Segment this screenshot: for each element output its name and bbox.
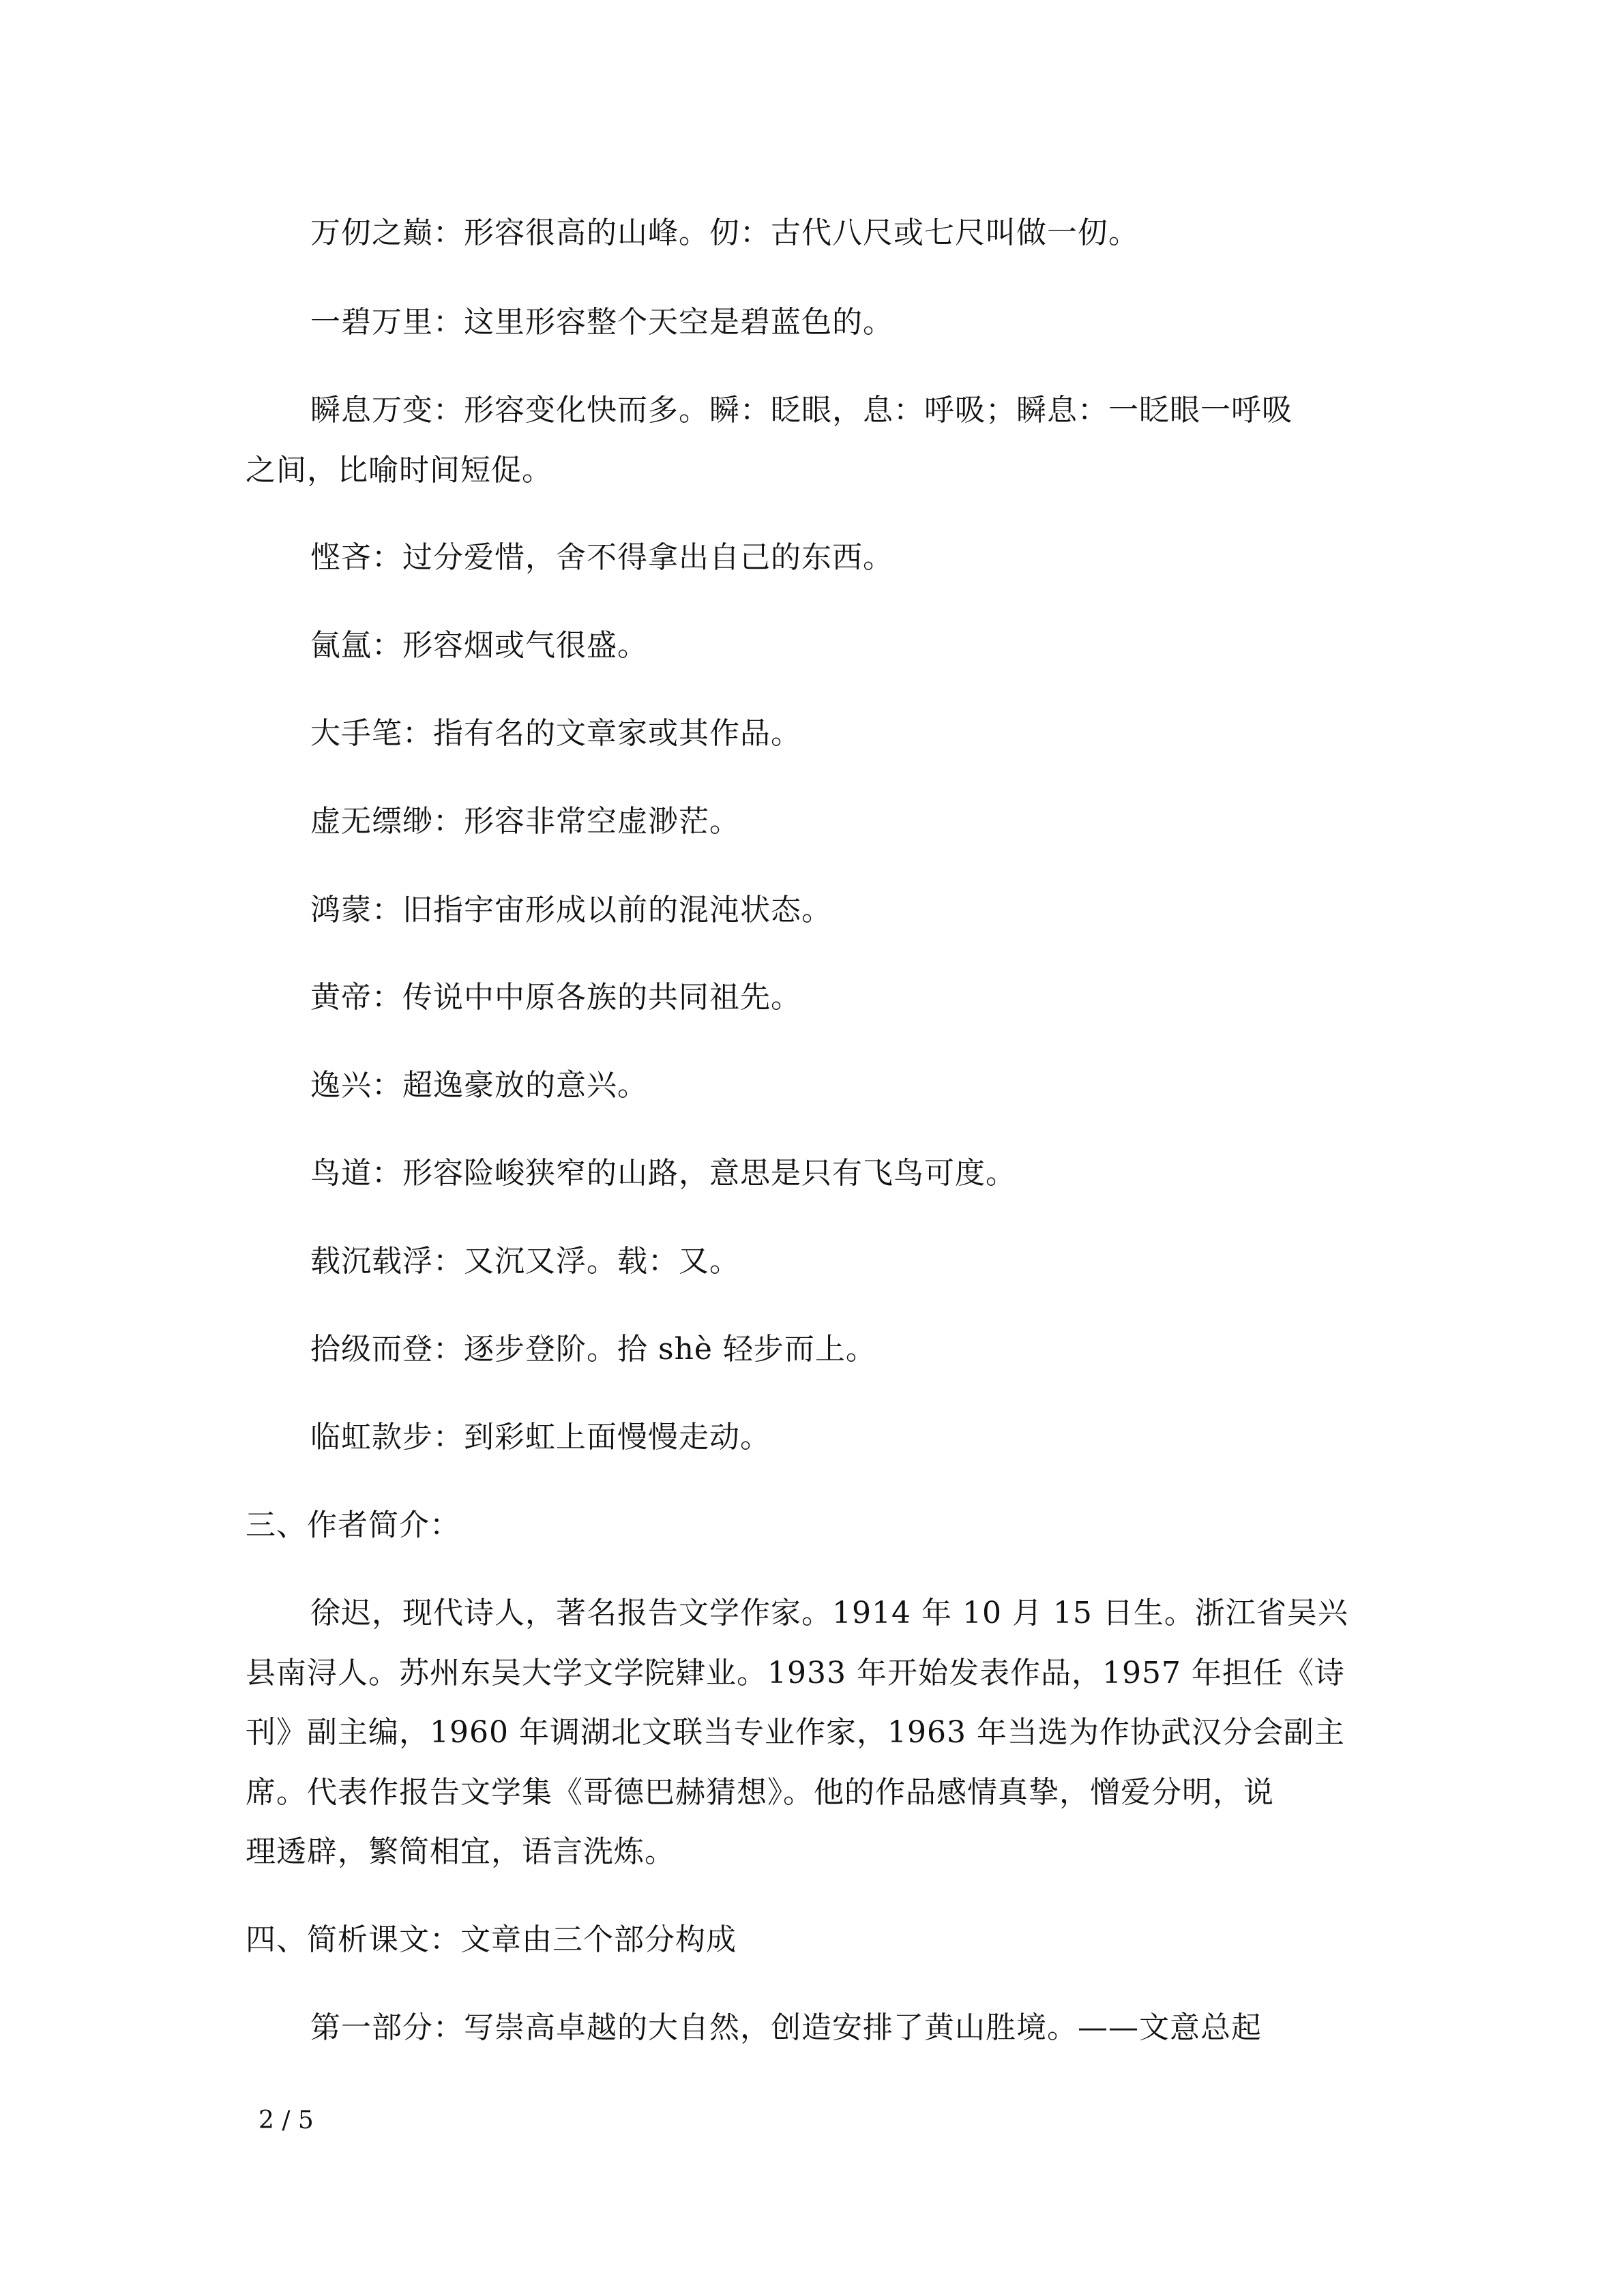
section-heading-author: 三、作者简介： [246,1508,460,1542]
glossary-entry: 拾级而登：逐步登阶。拾 shè 轻步而上。 [310,1332,876,1367]
glossary-entry: 鸟道：形容险峻狭窄的山路，意思是只有飞鸟可度。 [310,1156,1016,1191]
analysis-paragraph-line: 第一部分：写崇高卓越的大自然，创造安排了黄山胜境。——文意总起 [310,2010,1262,2045]
author-paragraph-line: 徐迟，现代诗人，著名报告文学作家。1914 年 10 月 15 日生。浙江省吴兴 [310,1596,1348,1630]
glossary-entry: 瞬息万变：形容变化快而多。瞬：眨眼，息：呼吸；瞬息：一眨眼一呼吸 [310,393,1293,428]
glossary-entry: 悭吝：过分爱惜，舍不得拿出自己的东西。 [310,540,894,575]
glossary-entry: 一碧万里：这里形容整个天空是碧蓝色的。 [310,305,894,340]
author-paragraph-line: 席。代表作报告文学集《哥德巴赫猜想》。他的作品感情真挚，憎爱分明，说 [246,1775,1274,1810]
author-paragraph-line: 刊》副主编，1960 年调湖北文联当专业作家，1963 年当选为作协武汉分会副主 [246,1715,1345,1750]
author-paragraph-line: 理透辟，繁简相宜，语言洗炼。 [246,1834,675,1869]
glossary-entry: 万仞之巅：形容很高的山峰。仞：古代八尺或七尺叫做一仞。 [310,215,1139,250]
glossary-entry: 逸兴：超逸豪放的意兴。 [310,1068,648,1103]
glossary-entry: 虚无缥缈：形容非常空虚渺茫。 [310,804,740,839]
glossary-entry: 鸿蒙：旧指宇宙形成以前的混沌状态。 [310,893,832,927]
glossary-entry: 氤氲：形容烟或气很盛。 [310,628,648,663]
glossary-entry: 黄帝：传说中中原各族的共同祖先。 [310,980,801,1015]
section-heading-analysis: 四、简析课文：文章由三个部分构成 [246,1922,737,1957]
glossary-entry-continuation: 之间，比喻时间短促。 [246,453,552,488]
page-number: 2 / 5 [259,2106,314,2134]
glossary-entry: 大手笔：指有名的文章家或其作品。 [310,716,801,751]
glossary-entry: 载沉载浮：又沉又浮。载：又。 [310,1244,740,1279]
author-paragraph-line: 县南浔人。苏州东吴大学文学院肄业。1933 年开始发表作品，1957 年担任《诗 [246,1656,1345,1690]
glossary-entry: 临虹款步：到彩虹上面慢慢走动。 [310,1420,771,1455]
